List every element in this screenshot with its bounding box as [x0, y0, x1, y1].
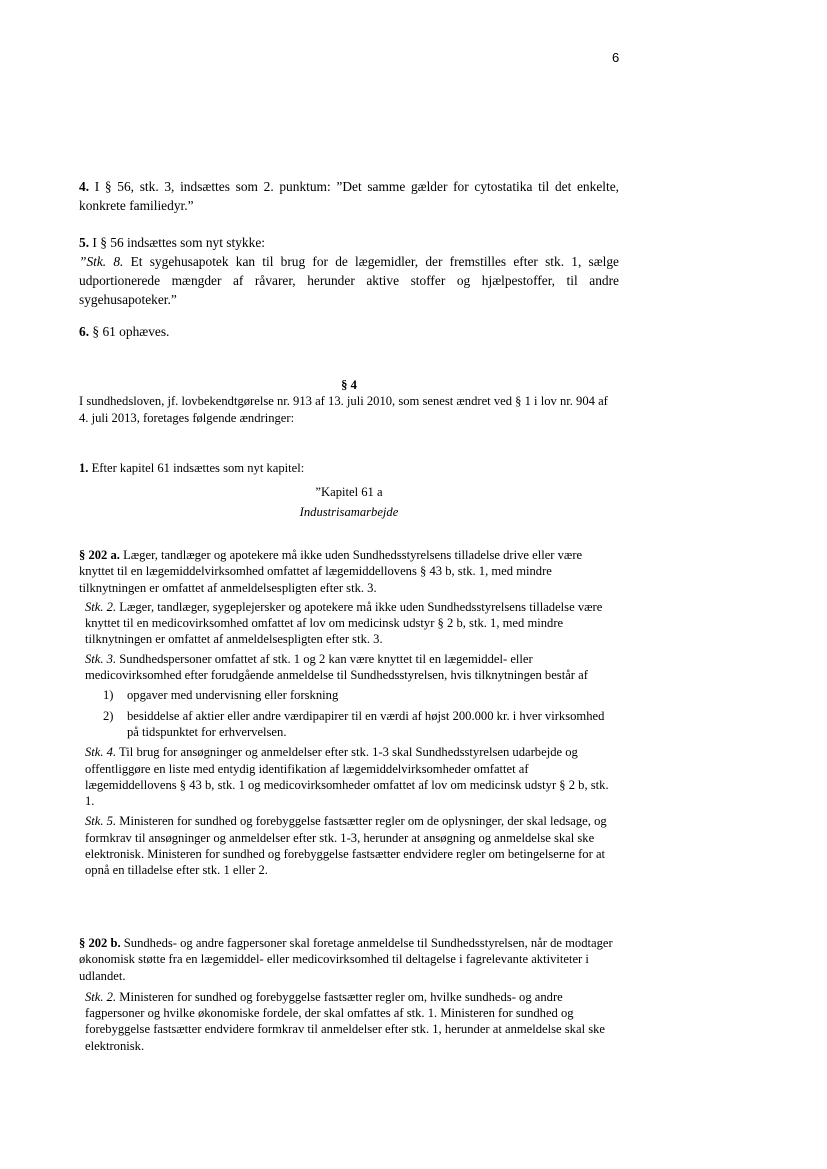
list-item	[79, 687, 619, 703]
stk-text: Til brug for ansøgninger og anmeldelser efter stk. 1-3 skal Sundhedsstyrelsen udarbejde og offentliggøre en liste med entydig identifikation af lægemiddelvirksomheder omfattet af lægemiddellovens § 43 b, stk. 1 og medicovirksomheder omfattet af lov om medicinsk udstyr § 2 b, stk. 1.	[85, 745, 609, 809]
numbered-list	[79, 687, 619, 740]
item-1	[79, 460, 619, 476]
section-heading: § 4	[341, 378, 357, 392]
section-intro: I sundhedsloven, jf. lovbekendtgørelse nr. 913 af 13. juli 2010, som senest ændret ved § 1 i lov nr. 904 af 4. juli 2013, foretages følgende ændringer:	[79, 394, 608, 425]
stk-label: Stk. 5.	[85, 814, 117, 829]
amendment-text: I § 56, stk. 3, indsættes som 2. punktum: ”Det samme gælder for cytostatika til det enkelte, konkrete familiedyr.”	[79, 179, 619, 213]
list-item	[79, 708, 619, 741]
stk-label: Stk. 3.	[85, 651, 117, 666]
amendment-5	[79, 233, 619, 309]
stk-text: Læger, tandlæger, sygeplejersker og apotekere må ikke uden Sundhedsstyrelsens tilladelse være knyttet til en medicovirksomhed omfattet af lov om medicinsk udstyr § 2 b, stk. 1, med mindre tilknytningen er omfattet af anmeldelsespligten efter stk. 3.	[85, 599, 603, 647]
item-text: Efter kapitel 61 indsættes som nyt kapitel:	[88, 461, 305, 475]
stk-text: Ministeren for sundhed og forebyggelse fastsætter regler om, hvilke sundheds- og andre fagpersoner og hvilke økonomiske fordele, der skal omfattes af stk. 1. Ministeren for sundhed og forebyggelse fastsætter endvidere formkrav til anmeldelser efter stk. 1, herunder at anmeldelse skal ske elektronisk.	[85, 989, 606, 1053]
stk-label: Stk. 2.	[85, 989, 117, 1004]
paragraph-text: Sundheds- og andre fagpersoner skal foretage anmeldelse til Sundhedsstyrelsen, når de modtager økonomisk støtte fra en lægemiddel- eller medicovirksomhed til deltagelse i fagrelevante aktiviteter i udlandet.	[79, 936, 613, 983]
section-4	[79, 377, 619, 426]
amendment-number: 6.	[79, 324, 90, 339]
paragraph-202a	[79, 547, 619, 879]
stk-label: ”Stk. 8.	[79, 254, 124, 269]
paragraph-text: Læger, tandlæger og apotekere må ikke uden Sundhedsstyrelsens tilladelse drive eller være knyttet til en lægemiddelvirksomhed omfattet af lægemiddellovens § 43 b, stk. 1, med mindre tilknytningen er omfattet af anmeldelsespligten efter stk. 3.	[79, 548, 583, 595]
paragraph-label: § 202 b.	[79, 936, 121, 950]
list-text: besiddelse af aktier eller andre værdipapirer til en værdi af højst 200.000 kr. i hver virksomhed på tidspunktet for erhvervelsen.	[127, 708, 605, 739]
amendment-text: I § 56 indsættes som nyt stykke:	[89, 235, 265, 250]
amendment-6	[79, 322, 619, 341]
amendment-number: 5.	[79, 235, 90, 250]
stk-text: Ministeren for sundhed og forebyggelse fastsætter regler om de oplysninger, der skal ledsage, og formkrav til ansøgninger og anmeldelser efter stk. 1-3, herunder at ansøgning og anmeldelse skal ske elektronisk. Ministeren for sundhed og forebyggelse fastsætter endvidere regler om betingelserne for at opnå en tilladelse efter stk. 1 eller 2.	[85, 814, 607, 878]
amendment-text: § 61 ophæves.	[89, 324, 170, 339]
list-text: opgaver med undervisning eller forskning	[127, 688, 339, 703]
amendment-4	[79, 177, 619, 215]
page-number: 6	[612, 50, 620, 65]
paragraph-202b	[79, 935, 619, 1054]
item-number: 1.	[79, 461, 89, 475]
chapter-heading	[79, 482, 619, 522]
list-number: 2)	[103, 708, 114, 723]
amendment-number: 4.	[79, 179, 90, 194]
list-number: 1)	[103, 688, 114, 703]
stk-label: Stk. 2.	[85, 599, 117, 614]
stk-text: Sundhedspersoner omfattet af stk. 1 og 2 kan være knyttet til en lægemiddel- eller medicovirksomhed efter forudgående anmeldelse til Sundhedsstyrelsen, hvis tilknytningen består af	[85, 651, 588, 683]
paragraph-label: § 202 a.	[79, 548, 120, 562]
chapter-title: ”Kapitel 61 a	[315, 485, 383, 499]
stk-text: Et sygehusapotek kan til brug for de lægemidler, der fremstilles efter stk. 1, sælge udportionerede mængder af råvarer, herunder aktive stoffer og hjælpestoffer, til andre sygehusapoteker.”	[79, 254, 620, 307]
stk-label: Stk. 4.	[85, 745, 117, 760]
chapter-subtitle: Industrisamarbejde	[299, 505, 399, 519]
